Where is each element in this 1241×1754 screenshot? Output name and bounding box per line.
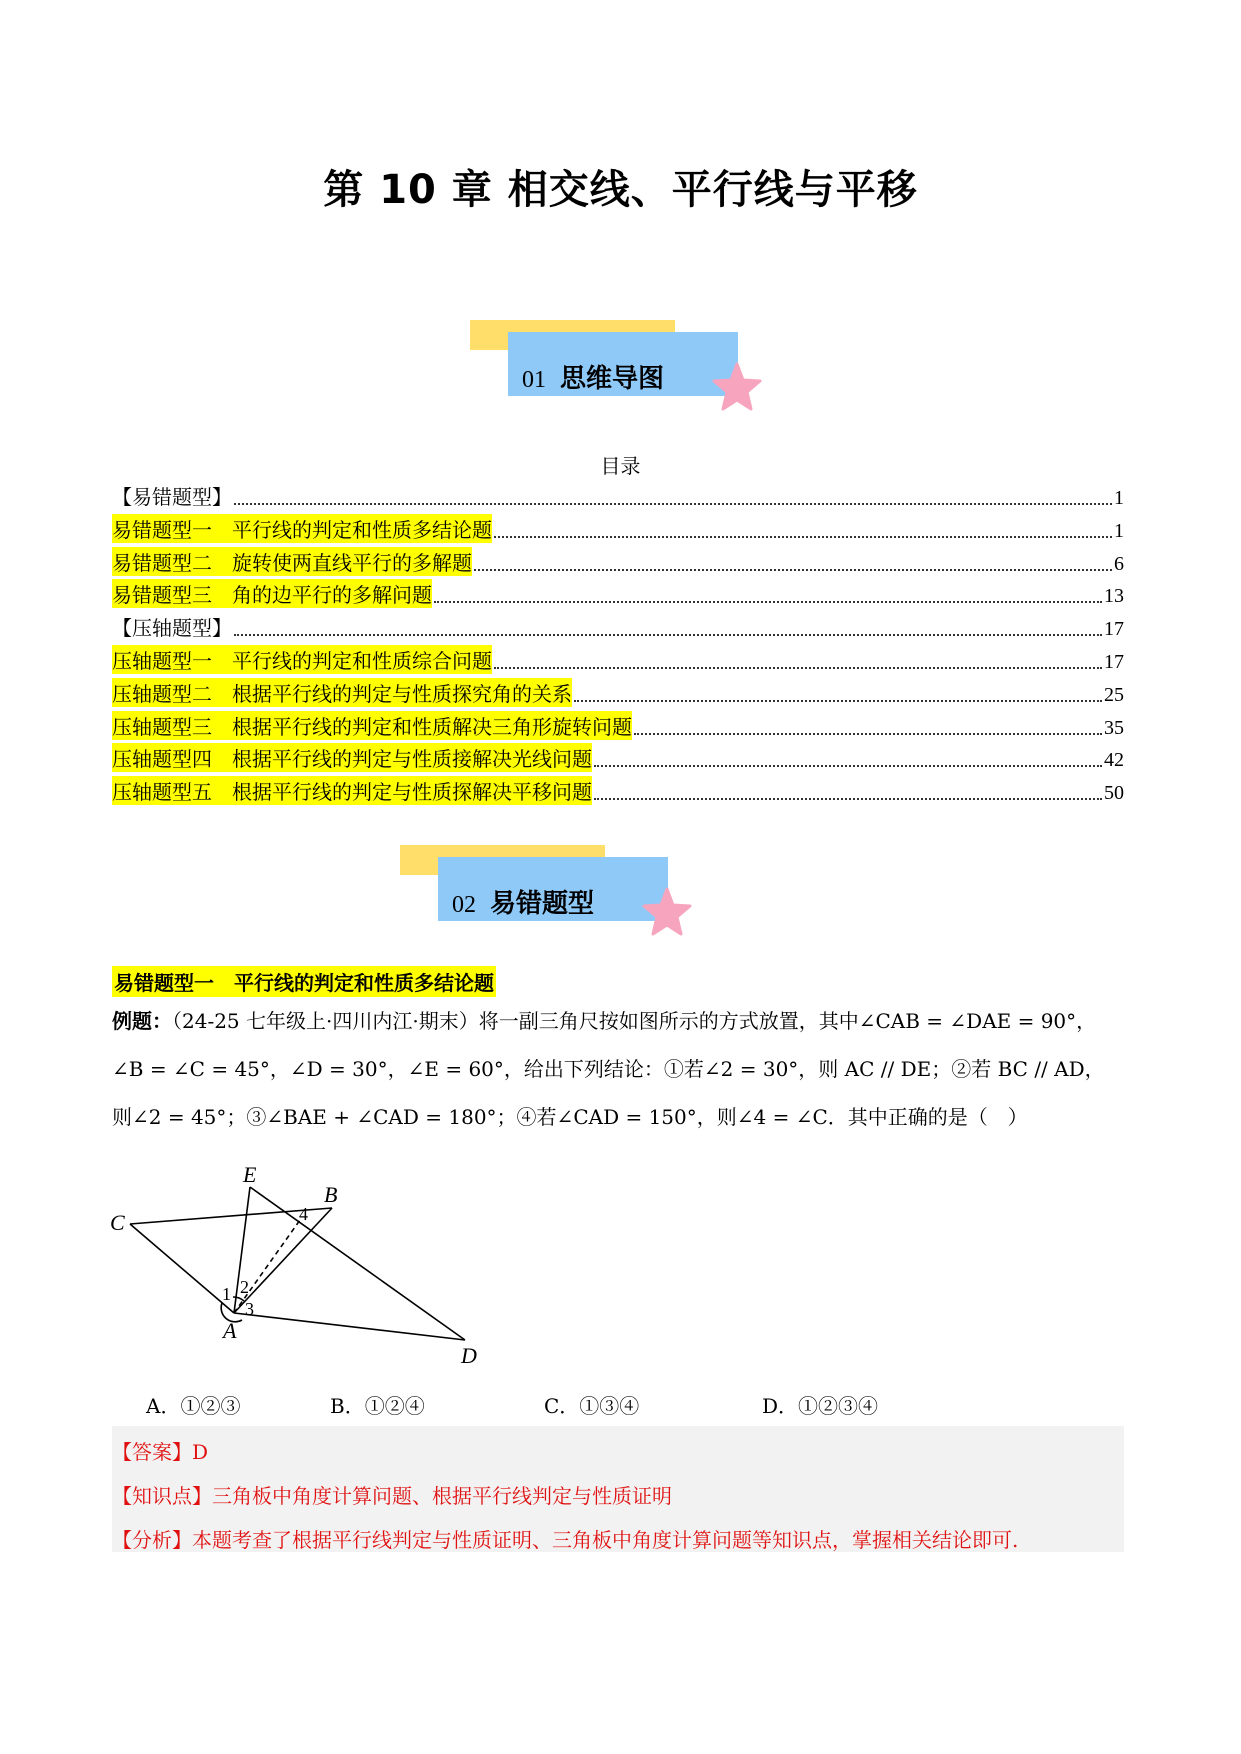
angle-arc bbox=[233, 1297, 244, 1301]
toc-heading: 目录 bbox=[600, 454, 641, 478]
toc-item-label: 压轴题型三 根据平行线的判定和性质解决三角形旋转问题 bbox=[112, 711, 632, 740]
toc-item-label: 压轴题型四 根据平行线的判定与性质接解决光线问题 bbox=[112, 743, 592, 772]
toc-item-label: 易错题型一 平行线的判定和性质多结论题 bbox=[112, 514, 492, 543]
toc-leader-dots bbox=[474, 569, 1112, 571]
toc-item[interactable] bbox=[112, 644, 1124, 674]
option-c: C．①③④ bbox=[544, 1394, 640, 1418]
angle-label-1: 1 bbox=[222, 1284, 231, 1304]
option-b: B．①②④ bbox=[330, 1394, 425, 1418]
segment-CA bbox=[130, 1224, 234, 1313]
option-a: A．①②③ bbox=[146, 1394, 241, 1418]
toc-item[interactable] bbox=[112, 611, 1124, 641]
page-title: 第 10 章 相交线、平行线与平移 bbox=[323, 167, 918, 213]
angle-label-3: 3 bbox=[245, 1299, 254, 1319]
toc-item[interactable] bbox=[112, 480, 1124, 510]
point-label-B: B bbox=[324, 1182, 338, 1207]
toc-item-page: 42 bbox=[1104, 749, 1124, 772]
toc-leader-dots bbox=[494, 536, 1112, 538]
segment-AB bbox=[234, 1208, 332, 1313]
toc-item-label: 压轴题型二 根据平行线的判定与性质探究角的关系 bbox=[112, 678, 572, 707]
toc-item-page: 25 bbox=[1104, 683, 1124, 706]
toc-item-page: 50 bbox=[1104, 782, 1124, 805]
toc-item[interactable] bbox=[112, 578, 1124, 608]
toc-leader-dots bbox=[574, 700, 1102, 702]
toc-leader-dots bbox=[594, 798, 1102, 800]
toc-item-page: 17 bbox=[1104, 651, 1124, 673]
toc-item-page: 1 bbox=[1114, 519, 1124, 542]
segment-AD bbox=[234, 1313, 465, 1340]
point-label-A: A bbox=[223, 1318, 237, 1343]
toc-leader-dots bbox=[594, 765, 1102, 767]
toc-item[interactable] bbox=[112, 775, 1124, 805]
toc-item-page: 17 bbox=[1104, 618, 1124, 641]
toc-leader-dots bbox=[234, 503, 1112, 505]
angle-label-4: 4 bbox=[299, 1204, 308, 1224]
point-label-C: C bbox=[110, 1210, 125, 1235]
angle-label-2: 2 bbox=[240, 1277, 249, 1297]
question-line-1: 例题：（24-25 七年级上·四川内江·期末）将一副三角尺按如图所示的方式放置，其中∠CAB = ∠DAE = 90°， bbox=[112, 1009, 1097, 1033]
toc-leader-dots bbox=[434, 601, 1102, 603]
section-heading: 易错题型一 平行线的判定和性质多结论题 bbox=[112, 966, 496, 997]
banner-number: 02 bbox=[452, 892, 476, 918]
toc-item[interactable] bbox=[112, 513, 1124, 543]
toc-leader-dots bbox=[494, 667, 1102, 669]
question-prefix: 例题： bbox=[112, 1009, 172, 1033]
segment-ED bbox=[250, 1187, 465, 1340]
toc-item-page: 35 bbox=[1104, 716, 1124, 739]
option-d: D．①②③④ bbox=[762, 1394, 879, 1418]
toc-leader-dots bbox=[234, 634, 1102, 636]
toc-item-label: 易错题型三 角的边平行的多解问题 bbox=[112, 579, 432, 608]
star-icon bbox=[642, 887, 692, 937]
analysis-line: 【分析】本题考查了根据平行线判定与性质证明、三角板中角度计算问题等知识点，掌握相关结论即可. bbox=[112, 1528, 1019, 1552]
geometry-figure bbox=[110, 1160, 490, 1370]
toc-item[interactable] bbox=[112, 742, 1124, 772]
banner-text: 易错题型 bbox=[490, 889, 595, 919]
toc-item-label: 易错题型二 旋转使两直线平行的多解题 bbox=[112, 547, 472, 576]
toc-item[interactable] bbox=[112, 677, 1124, 707]
question-line-2: ∠B = ∠C = 45°，∠D = 30°，∠E = 60°，给出下列结论：①若∠2 = 30°，则 AC // DE；②若 BC // AD， bbox=[112, 1057, 1105, 1081]
toc-item-label: 【易错题型】 bbox=[112, 485, 232, 509]
toc-item-label: 压轴题型五 根据平行线的判定与性质探解决平移问题 bbox=[112, 776, 592, 805]
toc-item-page: 13 bbox=[1104, 585, 1124, 608]
knowledge-line: 【知识点】三角板中角度计算问题、根据平行线判定与性质证明 bbox=[112, 1484, 672, 1508]
toc-item[interactable] bbox=[112, 546, 1124, 576]
section-banner-mindmap bbox=[470, 320, 760, 420]
toc-item-label: 【压轴题型】 bbox=[112, 616, 232, 641]
toc-leader-dots bbox=[634, 733, 1102, 735]
point-label-D: D bbox=[461, 1343, 477, 1368]
toc-item-page: 1 bbox=[1114, 487, 1124, 509]
toc-item-label: 压轴题型一 平行线的判定和性质综合问题 bbox=[112, 645, 492, 674]
toc-item-page: 6 bbox=[1114, 552, 1124, 575]
point-label-E: E bbox=[243, 1162, 257, 1187]
banner-number: 01 bbox=[522, 367, 546, 393]
section-banner-errors bbox=[400, 845, 690, 945]
star-icon bbox=[712, 362, 762, 412]
question-line-3: 则∠2 = 45°；③∠BAE + ∠CAD = 180°；④若∠CAD = 150°，则∠4 = ∠C．其中正确的是（ ） bbox=[112, 1105, 1028, 1129]
toc-item[interactable] bbox=[112, 710, 1124, 740]
banner-text: 思维导图 bbox=[560, 364, 665, 394]
answer-line: 【答案】D bbox=[112, 1440, 209, 1464]
